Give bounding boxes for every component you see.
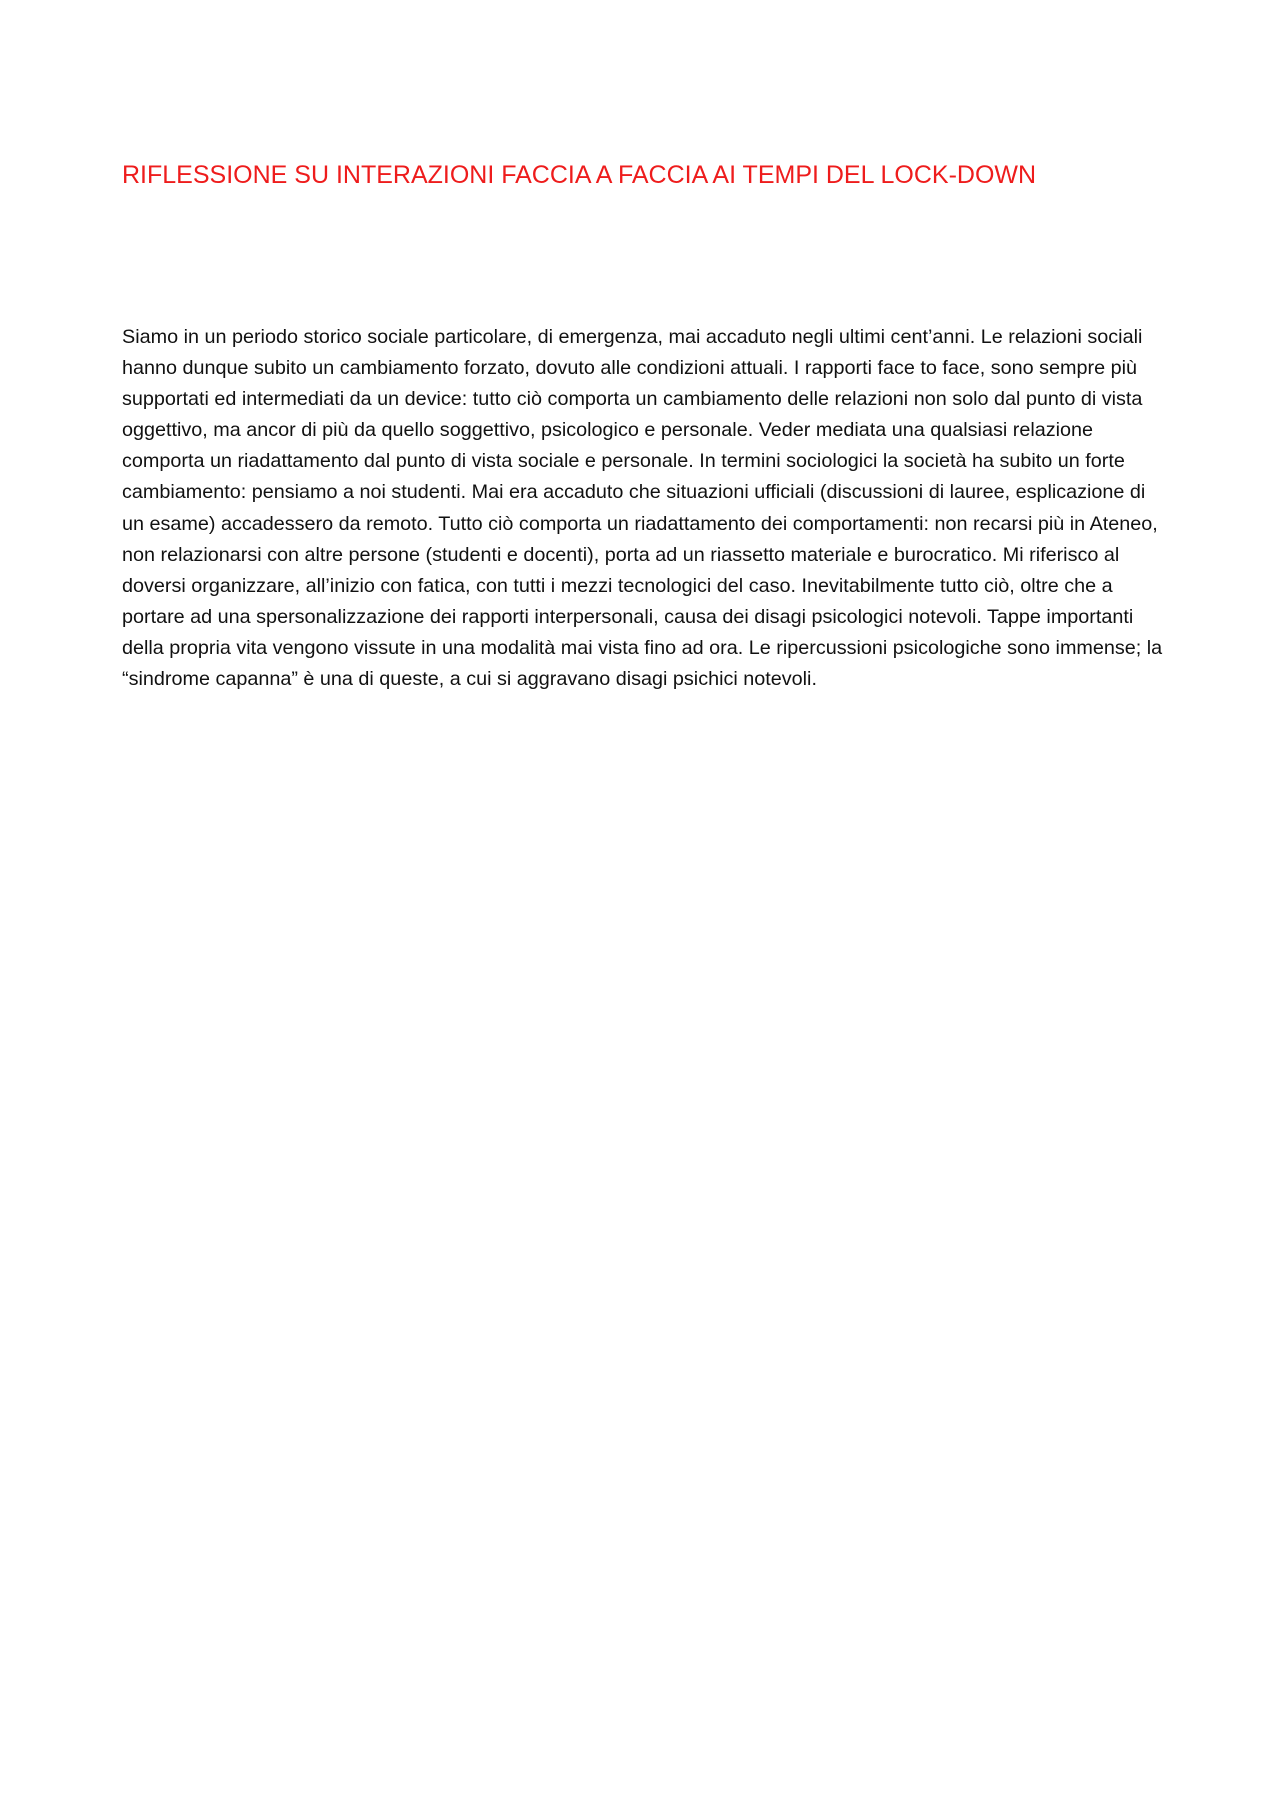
document-title: RIFLESSIONE SU INTERAZIONI FACCIA A FACCIA AI TEMPI DEL LOCK-DOWN	[122, 161, 1037, 189]
document-body-paragraph: Siamo in un periodo storico sociale particolare, di emergenza, mai accaduto negli ultimi cent’anni. Le relazioni sociali hanno dunque subito un cambiamento forzato, dovuto alle condizioni attuali. I rapporti face to face, sono sempre più supportati ed intermediati da un device: tutto ciò comporta un cambiamento delle relazioni non solo dal punto di vista oggettivo, ma ancor di più da quello soggettivo, psicologico e personale. Veder mediata una qualsiasi relazione comporta un riadattamento dal punto di vista sociale e personale. In termini sociologici la società ha subito un forte cambiamento: pensiamo a noi studenti. Mai era accaduto che situazioni ufficiali (discussioni di lauree, esplicazione di un esame) accadessero da remoto. Tutto ciò comporta un riadattamento dei comportamenti: non recarsi più in Ateneo, non relazionarsi con altre persone (studenti e docenti), porta ad un riassetto materiale e burocratico. Mi riferisco al doversi organizzare, all’inizio con fatica, con tutti i mezzi tecnologici del caso. Inevitabilmente tutto ciò, oltre che a portare ad una spersonalizzazione dei rapporti interpersonali, causa dei disagi psicologici notevoli. Tappe importanti della propria vita vengono vissute in una modalità mai vista fino ad ora. Le ripercussioni psicologiche sono immense; la “sindrome capanna” è una di queste, a cui si aggravano disagi psichici notevoli.	[122, 326, 1163, 691]
